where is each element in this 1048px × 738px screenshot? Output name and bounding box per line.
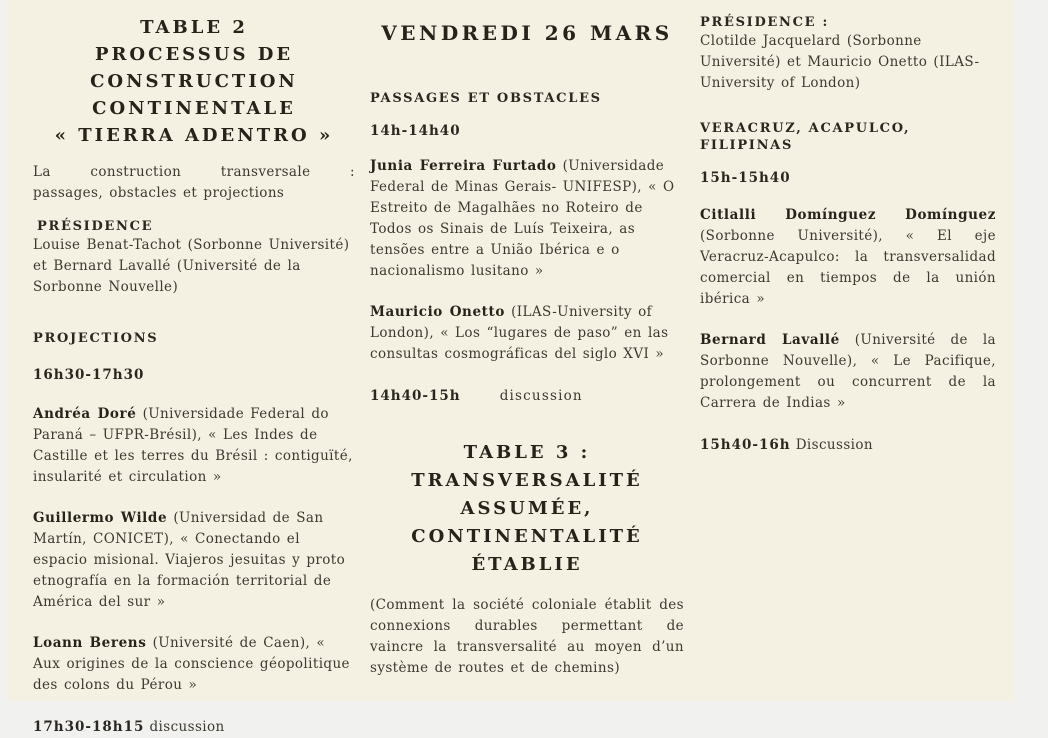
talk-details: (Universidade Federal do Paraná – UFPR-Brésil), « Les Indes de Castille et les terres du Brésil : contiguïté, insularité et circulation » — [33, 406, 353, 485]
day-title: VENDREDI 26 MARS — [381, 21, 673, 45]
speaker-name: Loann Berens — [33, 635, 147, 651]
session-time: 15h-15h40 — [700, 170, 791, 186]
right-column — [700, 6, 996, 456]
left-column — [33, 14, 355, 738]
discussion-row — [370, 385, 684, 407]
middle-column — [370, 12, 684, 679]
talk-paragraph — [33, 404, 355, 488]
discussion-row — [33, 716, 355, 738]
table2-subtitle — [33, 162, 355, 204]
projections-label: PROJECTIONS — [33, 331, 159, 346]
speaker-name: Mauricio Onetto — [370, 304, 505, 320]
talk-details: (Sorbonne Université), « El eje Veracruz-Acapulco: la transversalidad comercial en tiempos de la unión ibérica » — [700, 228, 996, 307]
presidence-names: Louise Benat-Tachot (Sorbonne Université) et Bernard Lavallé (Université de la Sorbonne Nouvelle) — [33, 237, 350, 295]
table3-description: (Comment la société coloniale établit des connexions durables permettant de vaincre la transversalité au moyen d’un système de routes et de chemins) — [370, 597, 684, 676]
talk-paragraph — [370, 302, 684, 365]
subtitle-line: La construction transversale : — [33, 164, 355, 180]
table2-title-line: CONTINENTALE — [92, 98, 296, 119]
presidence-label: PRÉSIDENCE — [37, 219, 154, 234]
passages-label: PASSAGES ET OBSTACLES — [370, 91, 602, 106]
discussion-row — [700, 434, 996, 456]
talk-paragraph — [33, 633, 355, 696]
talk-paragraph — [700, 205, 996, 310]
table2-title-line: CONSTRUCTION — [90, 71, 298, 92]
talk-paragraph — [700, 330, 996, 414]
table2-title-line: TABLE 2 — [140, 17, 248, 38]
talk-details: (Université de la Sorbonne Nouvelle), « Le Pacifique, prolongement ou concurrent de la Carrera de Indias » — [700, 332, 996, 411]
talk-details: (ILAS-University of London), « Los “lugares de paso” en las consultas cosmográficas del siglo XVI » — [370, 304, 669, 362]
discussion-label: discussion — [499, 388, 583, 404]
program-page — [8, 0, 1014, 735]
subtitle-line: passages, obstacles et projections — [33, 185, 285, 201]
speaker-name: Bernard Lavallé — [700, 332, 840, 348]
session-time: 14h-14h40 — [370, 123, 461, 139]
discussion-time: 14h40-15h — [370, 388, 461, 404]
speaker-name: Andréa Doré — [33, 406, 137, 422]
table3-title — [370, 439, 684, 579]
discussion-label: discussion — [149, 719, 225, 735]
talk-details: (Universidade Federal de Minas Gerais- UNIFESP), « O Estreito de Magalhães no Roteiro de Todos os Sinais de Luís Teixeira, as tensões entre a União Ibérica e o nacionalismo lusitano » — [370, 158, 675, 279]
table3-title-line: CONTINENTALITÉ — [411, 526, 643, 547]
table2-title-line: PROCESSUS DE — [94, 44, 294, 65]
presidence-label: PRÉSIDENCE : — [700, 15, 830, 30]
table2-title — [33, 14, 355, 149]
table3-title-line: TABLE 3 : — [463, 442, 591, 463]
speaker-name: Guillermo Wilde — [33, 510, 168, 526]
talk-paragraph — [370, 156, 684, 282]
session-time: 16h30-17h30 — [33, 367, 145, 383]
table2-title-line: « TIERRA ADENTRO » — [54, 125, 334, 146]
talk-paragraph — [33, 508, 355, 613]
table3-title-line: TRANSVERSALITÉ — [411, 470, 643, 491]
discussion-time: 17h30-18h15 — [33, 719, 145, 735]
table3-title-line: ÉTABLIE — [471, 554, 583, 575]
table3-title-line: ASSUMÉE, — [460, 498, 594, 519]
talk-details: (Université de Caen), « Aux origines de la conscience géopolitique des colons du Pérou » — [33, 635, 350, 693]
presidence-names: Clotilde Jacquelard (Sorbonne Université) et Mauricio Onetto (ILAS-University of London) — [700, 33, 980, 91]
discussion-label: Discussion — [795, 437, 874, 453]
veracruz-label: VERACRUZ, ACAPULCO, FILIPINAS — [700, 121, 911, 153]
speaker-name: Junia Ferreira Furtado — [370, 158, 557, 174]
talk-details: (Universidad de San Martín, CONICET), « Conectando el espacio misional. Viajeros jesuitas y proto etnografía en la formación territorial de América del sur » — [33, 510, 346, 610]
speaker-name: Citlalli Domínguez Domínguez — [700, 207, 996, 223]
discussion-time: 15h40-16h — [700, 437, 791, 453]
